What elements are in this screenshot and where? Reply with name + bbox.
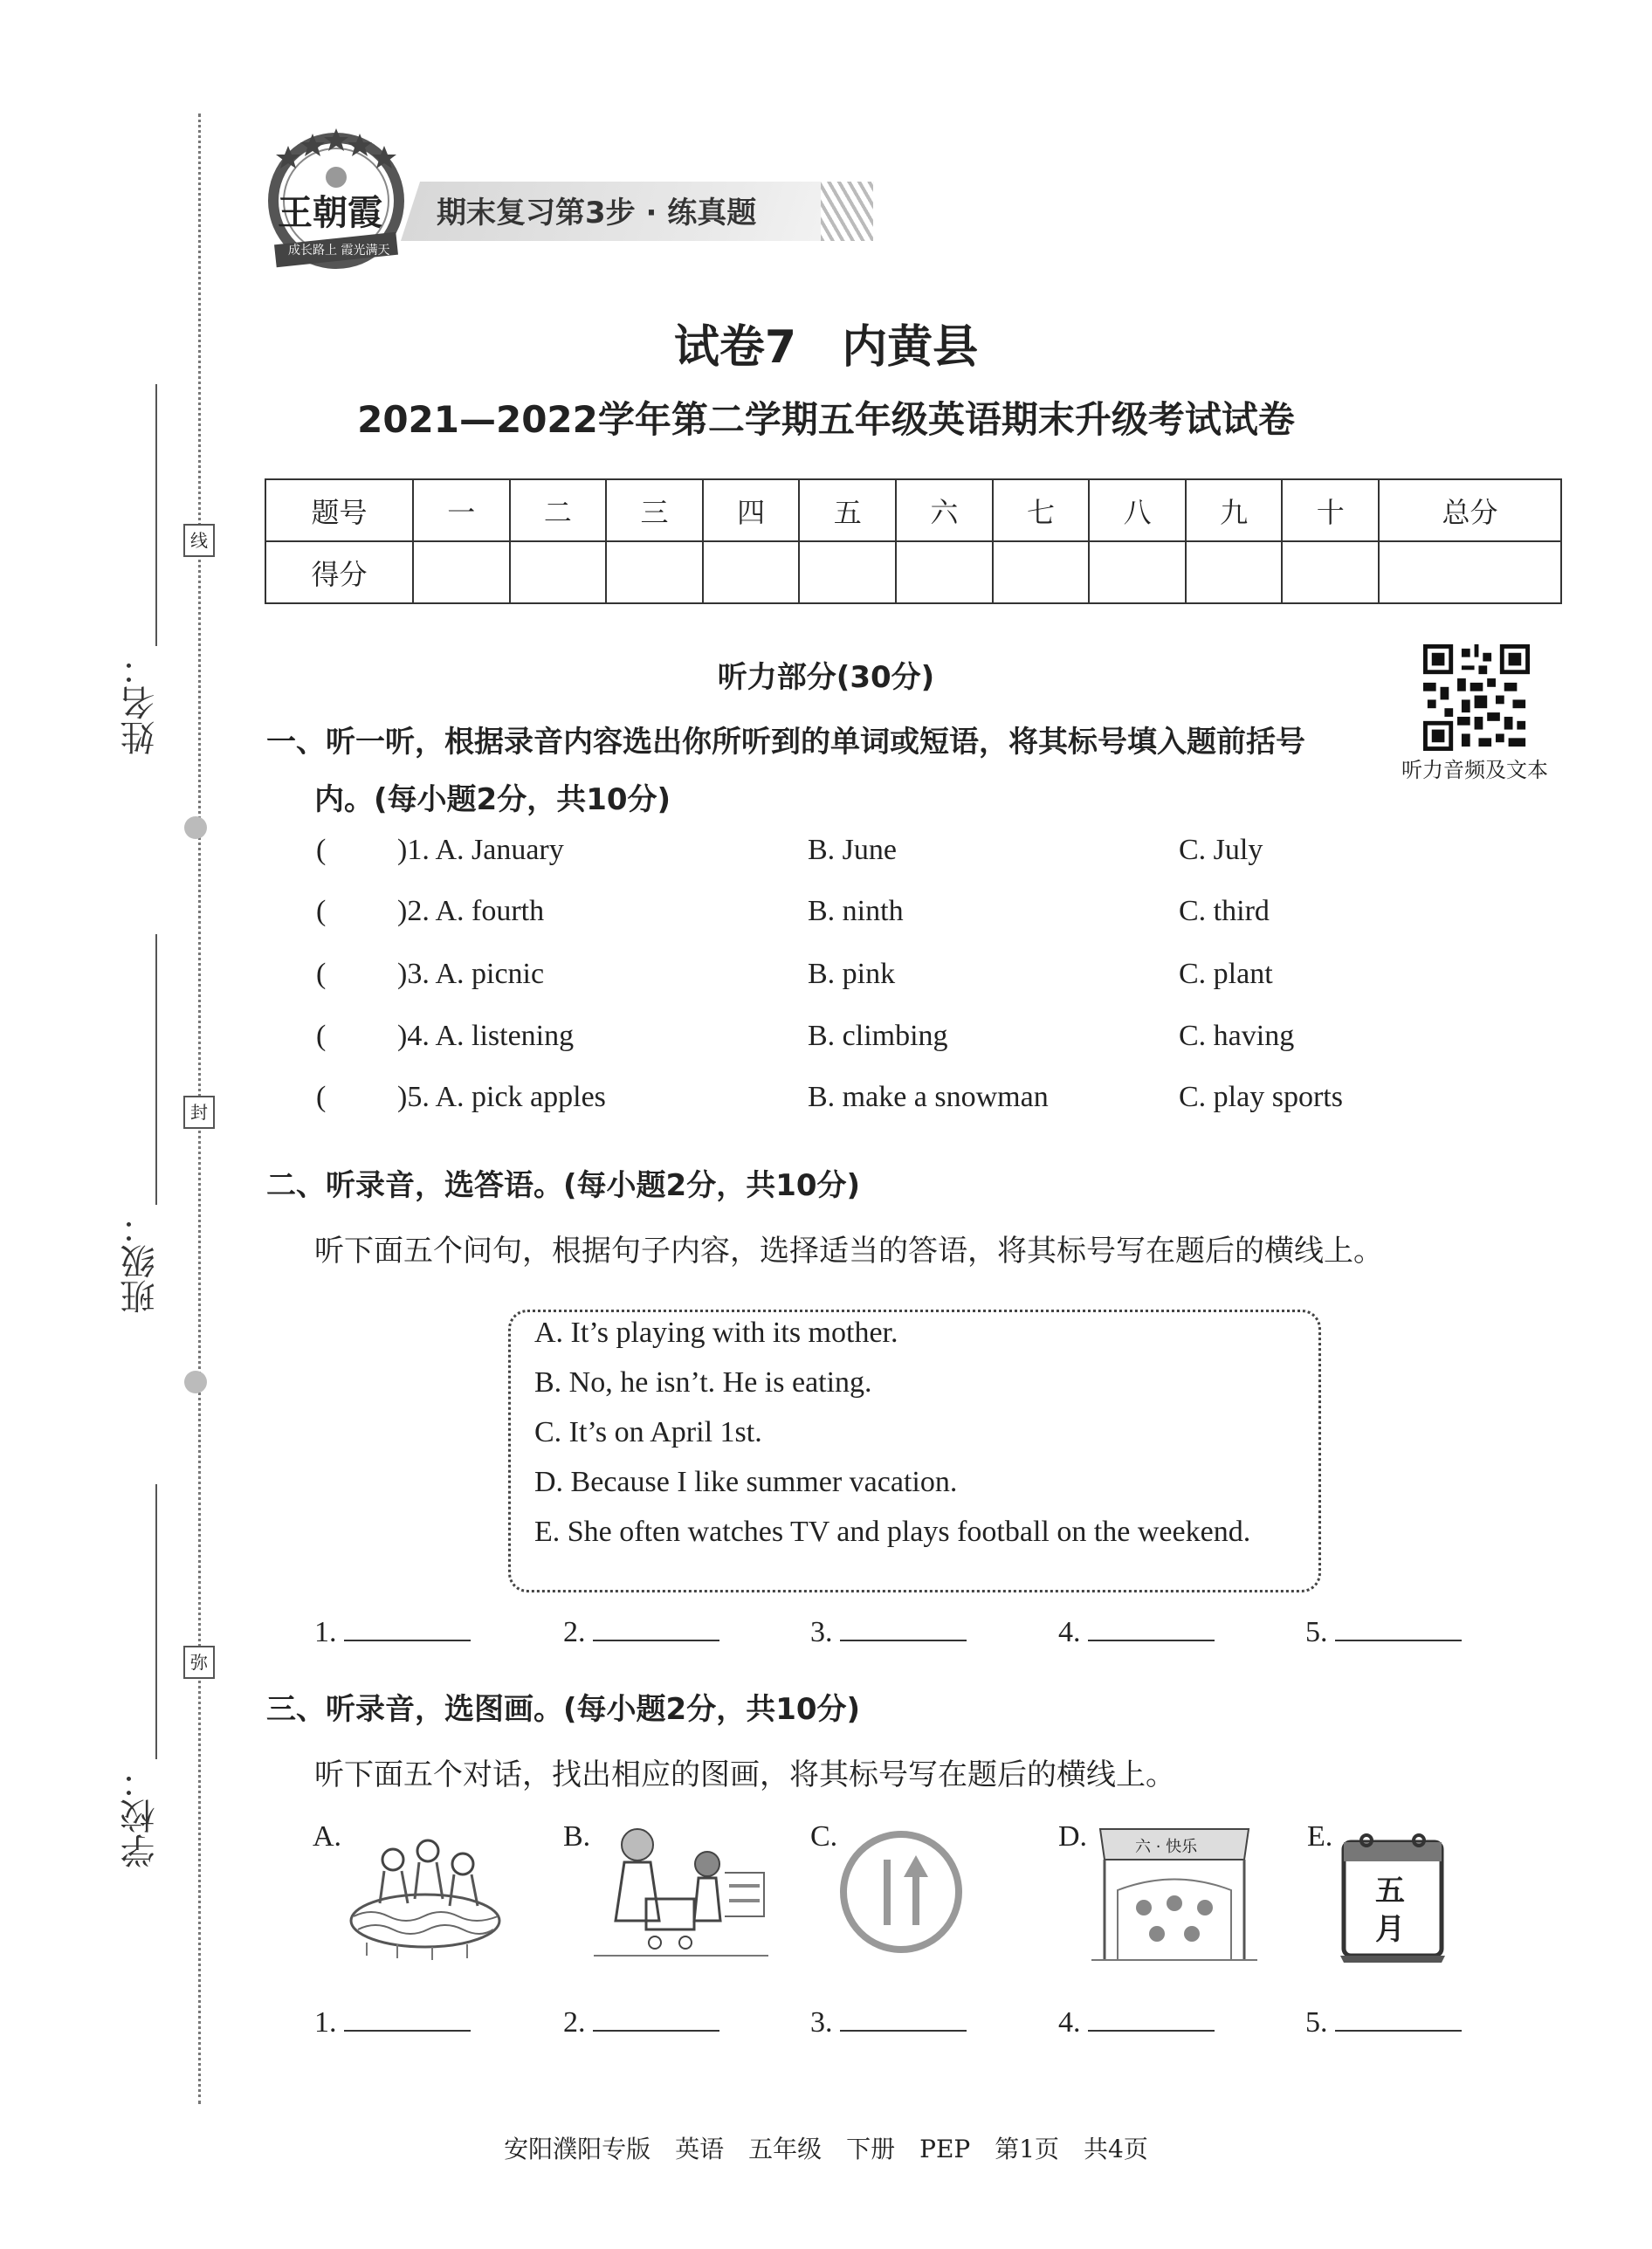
- school-field[interactable]: [155, 1484, 157, 1759]
- answer-bracket[interactable]: (: [316, 895, 327, 927]
- class-field[interactable]: [155, 934, 157, 1205]
- answer-number: 4.: [1058, 2006, 1081, 2039]
- score-header-cell: 总分: [1379, 479, 1561, 541]
- picture-label: B.: [563, 1820, 591, 1853]
- picture-d-banner-text: 六 · 快乐: [1135, 1838, 1198, 1856]
- question-option-b: B. June: [808, 834, 897, 866]
- score-input-cell[interactable]: [1089, 541, 1186, 603]
- binding-mark-line: 线: [183, 524, 215, 557]
- score-input-cell[interactable]: [993, 541, 1090, 603]
- score-header-row: [265, 479, 1561, 541]
- answer-bracket[interactable]: (: [316, 958, 327, 990]
- score-header-cell: 三: [606, 479, 703, 541]
- score-input-cell[interactable]: [896, 541, 993, 603]
- picture-a-swimming-icon: [345, 1829, 506, 1960]
- picture-c-sign-icon: [838, 1829, 965, 1956]
- picture-label: E.: [1307, 1820, 1333, 1853]
- answer-item: [810, 1613, 967, 1649]
- answer-number: 5.: [1305, 1616, 1328, 1648]
- question-option-a: )3. A. picnic: [397, 958, 545, 990]
- answer-number: 5.: [1305, 2006, 1328, 2039]
- question-option-b: B. pink: [808, 958, 896, 990]
- answer-bracket[interactable]: (: [316, 1020, 327, 1052]
- score-input-cell[interactable]: [606, 541, 703, 603]
- exam-title: 试卷7 内黄县: [673, 321, 979, 374]
- answer-item: [563, 2004, 719, 2039]
- picture-label: C.: [810, 1820, 838, 1853]
- question-option-c: C. having: [1179, 1020, 1295, 1052]
- answer-bracket[interactable]: (: [316, 1081, 327, 1113]
- answer-number: 2.: [563, 2006, 586, 2039]
- picture-label: D.: [1058, 1820, 1088, 1853]
- score-input-cell[interactable]: [510, 541, 607, 603]
- exam-subtitle: 2021—2022学年第二学期五年级英语期末升级考试试卷: [357, 398, 1295, 441]
- answer-item: [1305, 2004, 1462, 2039]
- question-option-a: )1. A. January: [397, 834, 564, 866]
- logo-text: 王朝霞: [278, 193, 382, 233]
- qr-caption: 听力音频及文本: [1401, 758, 1548, 782]
- answer-item: [563, 1613, 719, 1649]
- answer-blank[interactable]: [344, 2004, 471, 2032]
- section2-instruction: 听下面五个问句，根据句子内容，选择适当的答语，将其标号写在题后的横线上。: [314, 1234, 1383, 1269]
- score-header-cell: 九: [1186, 479, 1283, 541]
- answer-option: E. She often watches TV and plays football on the weekend.: [534, 1516, 1251, 1548]
- score-input-cell[interactable]: [799, 541, 896, 603]
- class-label: 班级：: [120, 1209, 161, 1314]
- score-row-label: 得分: [265, 541, 413, 603]
- calendar-text-line2: 月: [1375, 1912, 1405, 1947]
- answer-item: [1058, 2004, 1215, 2039]
- answer-number: 3.: [810, 1616, 833, 1648]
- picture-label: A.: [313, 1820, 342, 1853]
- banner-text: 期末复习第3步 · 练真题: [437, 196, 757, 230]
- question-option-a: )2. A. fourth: [397, 895, 545, 927]
- section1-title-line2: 内。(每小题2分，共10分): [314, 782, 671, 817]
- score-value-row: [265, 541, 1561, 603]
- page-footer: 安阳濮阳专版 英语 五年级 下册 PEP 第1页 共4页: [504, 2135, 1148, 2163]
- answer-blank[interactable]: [1088, 2004, 1215, 2032]
- question-option-c: C. third: [1179, 895, 1270, 927]
- binding-dot-icon: [184, 1371, 207, 1393]
- score-input-cell[interactable]: [1186, 541, 1283, 603]
- score-header-cell: 六: [896, 479, 993, 541]
- answer-bracket[interactable]: (: [316, 834, 327, 866]
- answer-item: [314, 1613, 471, 1649]
- answer-blank[interactable]: [593, 2004, 719, 2032]
- answer-blank[interactable]: [1335, 2004, 1462, 2032]
- answer-blank[interactable]: [1088, 1613, 1215, 1641]
- answer-blank[interactable]: [593, 1613, 719, 1641]
- answer-number: 1.: [314, 1616, 337, 1648]
- score-table: [265, 478, 1562, 604]
- calendar-text-line1: 五: [1375, 1874, 1405, 1909]
- logo-slogan: 成长路上 霞光满天: [288, 244, 390, 258]
- picture-b-shopping-icon: [594, 1820, 768, 1964]
- listening-section-header: 听力部分(30分): [717, 660, 935, 695]
- school-label: 学校：: [120, 1764, 161, 1868]
- score-header-cell: 二: [510, 479, 607, 541]
- score-header-cell: 五: [799, 479, 896, 541]
- question-option-c: C. play sports: [1179, 1081, 1343, 1113]
- answer-option: C. It’s on April 1st.: [534, 1416, 762, 1448]
- question-option-b: B. climbing: [808, 1020, 948, 1052]
- section1-title-line1: 一、听一听，根据录音内容选出你所听到的单词或短语，将其标号填入题前括号: [266, 725, 1305, 760]
- answer-item: [810, 2004, 967, 2039]
- answer-blank[interactable]: [1335, 1613, 1462, 1641]
- score-input-cell[interactable]: [703, 541, 800, 603]
- name-label: 姓名：: [120, 650, 161, 755]
- question-option-c: C. July: [1179, 834, 1263, 866]
- answer-blank[interactable]: [344, 1613, 471, 1641]
- question-option-a: )4. A. listening: [397, 1020, 575, 1052]
- score-input-cell[interactable]: [413, 541, 510, 603]
- question-option-b: B. make a snowman: [808, 1081, 1049, 1113]
- score-header-cell: 四: [703, 479, 800, 541]
- question-option-b: B. ninth: [808, 895, 904, 927]
- question-option-a: )5. A. pick apples: [397, 1081, 606, 1113]
- answer-option: B. No, he isn’t. He is eating.: [534, 1366, 872, 1399]
- answer-item: [1058, 1613, 1215, 1649]
- section3-title: 三、听录音，选图画。(每小题2分，共10分): [266, 1692, 861, 1727]
- score-header-label: 题号: [265, 479, 413, 541]
- score-header-cell: 七: [993, 479, 1090, 541]
- answer-item: [1305, 1613, 1462, 1649]
- score-header-cell: 一: [413, 479, 510, 541]
- answer-option: D. Because I like summer vacation.: [534, 1466, 958, 1498]
- answer-number: 3.: [810, 2006, 833, 2039]
- binding-dot-icon: [184, 816, 207, 839]
- binding-mark-close: 弥: [183, 1646, 215, 1679]
- answer-number: 4.: [1058, 1616, 1081, 1648]
- score-header-cell: 十: [1282, 479, 1379, 541]
- answer-item: [314, 2004, 471, 2039]
- section2-title: 二、听录音，选答语。(每小题2分，共10分): [266, 1168, 861, 1203]
- banner-stripes: [821, 182, 873, 241]
- binding-mark-seal: 封: [183, 1096, 215, 1129]
- answer-number: 1.: [314, 2006, 337, 2039]
- question-option-c: C. plant: [1179, 958, 1273, 990]
- score-input-cell[interactable]: [1379, 541, 1561, 603]
- answer-blank[interactable]: [840, 2004, 967, 2032]
- answer-option: A. It’s playing with its mother.: [534, 1317, 898, 1349]
- answer-number: 2.: [563, 1616, 586, 1648]
- score-header-cell: 八: [1089, 479, 1186, 541]
- section3-instruction: 听下面五个对话，找出相应的图画，将其标号写在题后的横线上。: [314, 1757, 1175, 1792]
- answer-blank[interactable]: [840, 1613, 967, 1641]
- score-input-cell[interactable]: [1282, 541, 1379, 603]
- answer-options-box: [508, 1310, 1321, 1592]
